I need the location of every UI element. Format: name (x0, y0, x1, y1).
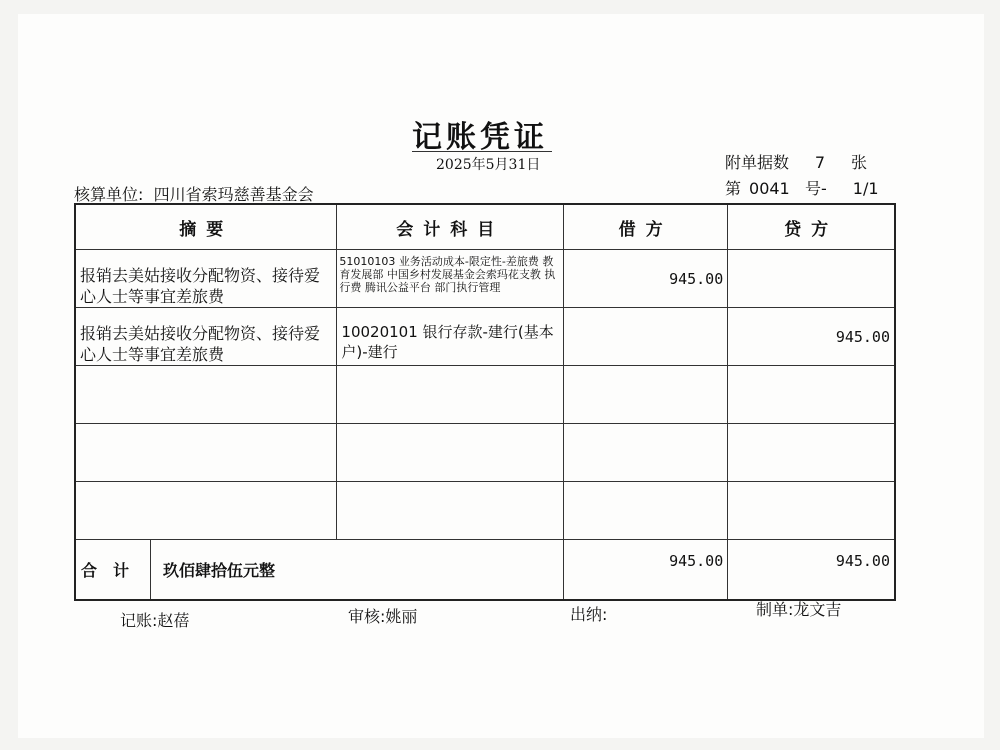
total-credit: 945.00 (728, 540, 895, 601)
unit-label: 核算单位: (74, 185, 144, 204)
auditor-name: 姚丽 (385, 607, 418, 626)
number-prefix: 第 (725, 179, 742, 198)
row-credit: 945.00 (728, 308, 895, 366)
row-account: 10020101 银行存款-建行(基本户)-建行 (337, 308, 564, 366)
header-account: 会计科目 (337, 204, 564, 250)
header-summary: 摘要 (75, 204, 337, 250)
auditor-label: 审核: (348, 607, 386, 626)
number-value: 0041 (749, 179, 790, 198)
total-debit: 945.00 (564, 540, 728, 601)
cashier-signature (570, 602, 607, 625)
row-account: 51010103 业务活动成本-限定性-差旅费 教育发展部 中国乡村发展基金会索玛花支教 执行费 腾讯公益平台 部门执行管理 (337, 250, 564, 308)
auditor-signature (348, 604, 417, 627)
attachments-label: 附单据数 (725, 153, 790, 172)
row-summary: 报销去美姑接收分配物资、接待爱心人士等事宜差旅费 (75, 250, 337, 308)
empty-row (75, 482, 895, 540)
total-row (75, 540, 895, 601)
bookkeeper-signature (120, 608, 189, 631)
voucher-title: 记账凭证 (412, 120, 548, 155)
page-number: 1/1 (852, 179, 879, 198)
preparer-label: 制单: (756, 600, 794, 619)
row-summary: 报销去美姑接收分配物资、接待爱心人士等事宜差旅费 (75, 308, 337, 366)
bookkeeper-name: 赵蓓 (157, 611, 190, 630)
total-amount-words: 玖佰肆拾伍元整 (163, 561, 276, 580)
voucher-number (725, 176, 879, 199)
accounting-unit (74, 182, 314, 205)
table-header-row (75, 204, 895, 250)
number-suffix: 号- (805, 179, 827, 198)
total-label-cell (75, 540, 564, 601)
title-underline (412, 151, 552, 152)
table-row (75, 250, 895, 308)
header-debit: 借方 (564, 204, 728, 250)
empty-row (75, 424, 895, 482)
empty-row (75, 366, 895, 424)
voucher-date: 2025年5月31日 (436, 157, 541, 173)
voucher-table (74, 203, 896, 601)
preparer-signature (756, 597, 841, 620)
header-credit: 贷方 (728, 204, 895, 250)
row-debit: 945.00 (564, 250, 728, 308)
preparer-name: 龙文吉 (793, 600, 842, 619)
row-credit (728, 250, 895, 308)
attachments-unit: 张 (851, 153, 868, 172)
row-debit (564, 308, 728, 366)
attachments-count (725, 150, 867, 173)
unit-name: 四川省索玛慈善基金会 (153, 185, 314, 204)
bookkeeper-label: 记账: (120, 611, 158, 630)
attachments-number: 7 (814, 153, 826, 172)
cashier-label: 出纳: (570, 605, 608, 624)
table-row (75, 308, 895, 366)
total-label: 合计 (76, 540, 151, 599)
